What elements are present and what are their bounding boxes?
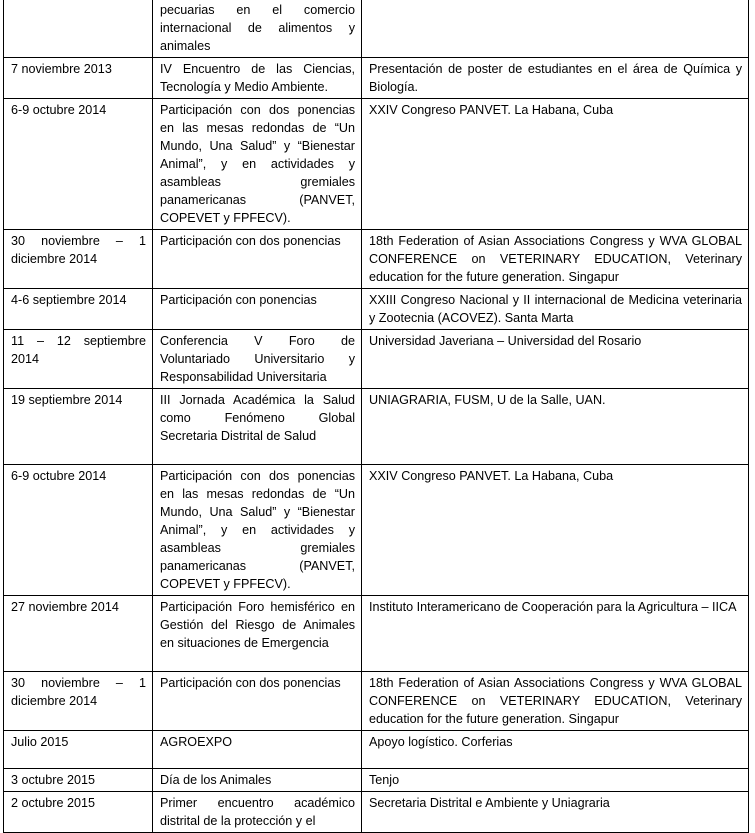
place-cell: UNIAGRARIA, FUSM, U de la Salle, UAN. <box>362 389 749 465</box>
table-row <box>4 389 749 465</box>
table-row <box>4 672 749 731</box>
date-cell: 4-6 septiembre 2014 <box>4 289 153 330</box>
date-cell: Julio 2015 <box>4 731 153 769</box>
table-row <box>4 230 749 289</box>
date-cell: 27 noviembre 2014 <box>4 596 153 672</box>
events-table-wrapper <box>3 0 748 833</box>
table-row <box>4 58 749 99</box>
place-cell: XXIV Congreso PANVET. La Habana, Cuba <box>362 99 749 230</box>
table-row <box>4 330 749 389</box>
table-row <box>4 596 749 672</box>
date-cell: 3 octubre 2015 <box>4 769 153 792</box>
activity-cell: Participación con ponencias <box>153 289 362 330</box>
table-row <box>4 289 749 330</box>
date-cell: 30 noviembre – 1 diciembre 2014 <box>4 230 153 289</box>
place-cell: 18th Federation of Asian Associations Congress y WVA GLOBAL CONFERENCE on VETERINARY EDUCATION, Veterinary education for the future generation. Singapur <box>362 230 749 289</box>
place-cell: XXIV Congreso PANVET. La Habana, Cuba <box>362 465 749 596</box>
table-row <box>4 99 749 230</box>
events-table-body <box>4 0 749 833</box>
place-cell: Presentación de poster de estudiantes en el área de Química y Biología. <box>362 58 749 99</box>
place-cell: Apoyo logístico. Corferias <box>362 731 749 769</box>
table-row <box>4 465 749 596</box>
place-cell: Universidad Javeriana – Universidad del Rosario <box>362 330 749 389</box>
activity-cell: pecuarias en el comercio internacional de alimentos y animales <box>153 0 362 58</box>
activity-cell: Participación Foro hemisférico en Gestión del Riesgo de Animales en situaciones de Emergencia <box>153 596 362 672</box>
place-cell: 18th Federation of Asian Associations Congress y WVA GLOBAL CONFERENCE on VETERINARY EDUCATION, Veterinary education for the future generation. Singapur <box>362 672 749 731</box>
place-cell: Tenjo <box>362 769 749 792</box>
place-cell <box>362 0 749 58</box>
date-cell: 6-9 octubre 2014 <box>4 99 153 230</box>
events-table <box>3 0 749 833</box>
activity-cell: III Jornada Académica la Salud como Fenómeno Global Secretaria Distrital de Salud <box>153 389 362 465</box>
table-row <box>4 769 749 792</box>
table-row <box>4 731 749 769</box>
activity-cell: Participación con dos ponencias en las mesas redondas de “Un Mundo, Una Salud” y “Bienestar Animal”, y en actividades y asambleas gremiales panamericanas (PANVET, COPEVET y FPFECV). <box>153 99 362 230</box>
activity-cell: Primer encuentro académico distrital de la protección y el <box>153 792 362 833</box>
place-cell: XXIII Congreso Nacional y II internacional de Medicina veterinaria y Zootecnia (ACOVEZ). Santa Marta <box>362 289 749 330</box>
date-cell: 11 – 12 septiembre 2014 <box>4 330 153 389</box>
date-cell: 30 noviembre – 1 diciembre 2014 <box>4 672 153 731</box>
activity-cell: Participación con dos ponencias <box>153 672 362 731</box>
date-cell: 2 octubre 2015 <box>4 792 153 833</box>
activity-cell: Participación con dos ponencias <box>153 230 362 289</box>
activity-cell: IV Encuentro de las Ciencias, Tecnología y Medio Ambiente. <box>153 58 362 99</box>
place-cell: Instituto Interamericano de Cooperación para la Agricultura – IICA <box>362 596 749 672</box>
table-row <box>4 792 749 833</box>
date-cell: 19 septiembre 2014 <box>4 389 153 465</box>
date-cell <box>4 0 153 58</box>
place-cell: Secretaria Distrital e Ambiente y Uniagraria <box>362 792 749 833</box>
date-cell: 7 noviembre 2013 <box>4 58 153 99</box>
activity-cell: Participación con dos ponencias en las mesas redondas de “Un Mundo, Una Salud” y “Bienestar Animal”, y en actividades y asambleas gremiales panamericanas (PANVET, COPEVET y FPFECV). <box>153 465 362 596</box>
table-row <box>4 0 749 58</box>
activity-cell: AGROEXPO <box>153 731 362 769</box>
activity-cell: Día de los Animales <box>153 769 362 792</box>
activity-cell: Conferencia V Foro de Voluntariado Universitario y Responsabilidad Universitaria <box>153 330 362 389</box>
date-cell: 6-9 octubre 2014 <box>4 465 153 596</box>
